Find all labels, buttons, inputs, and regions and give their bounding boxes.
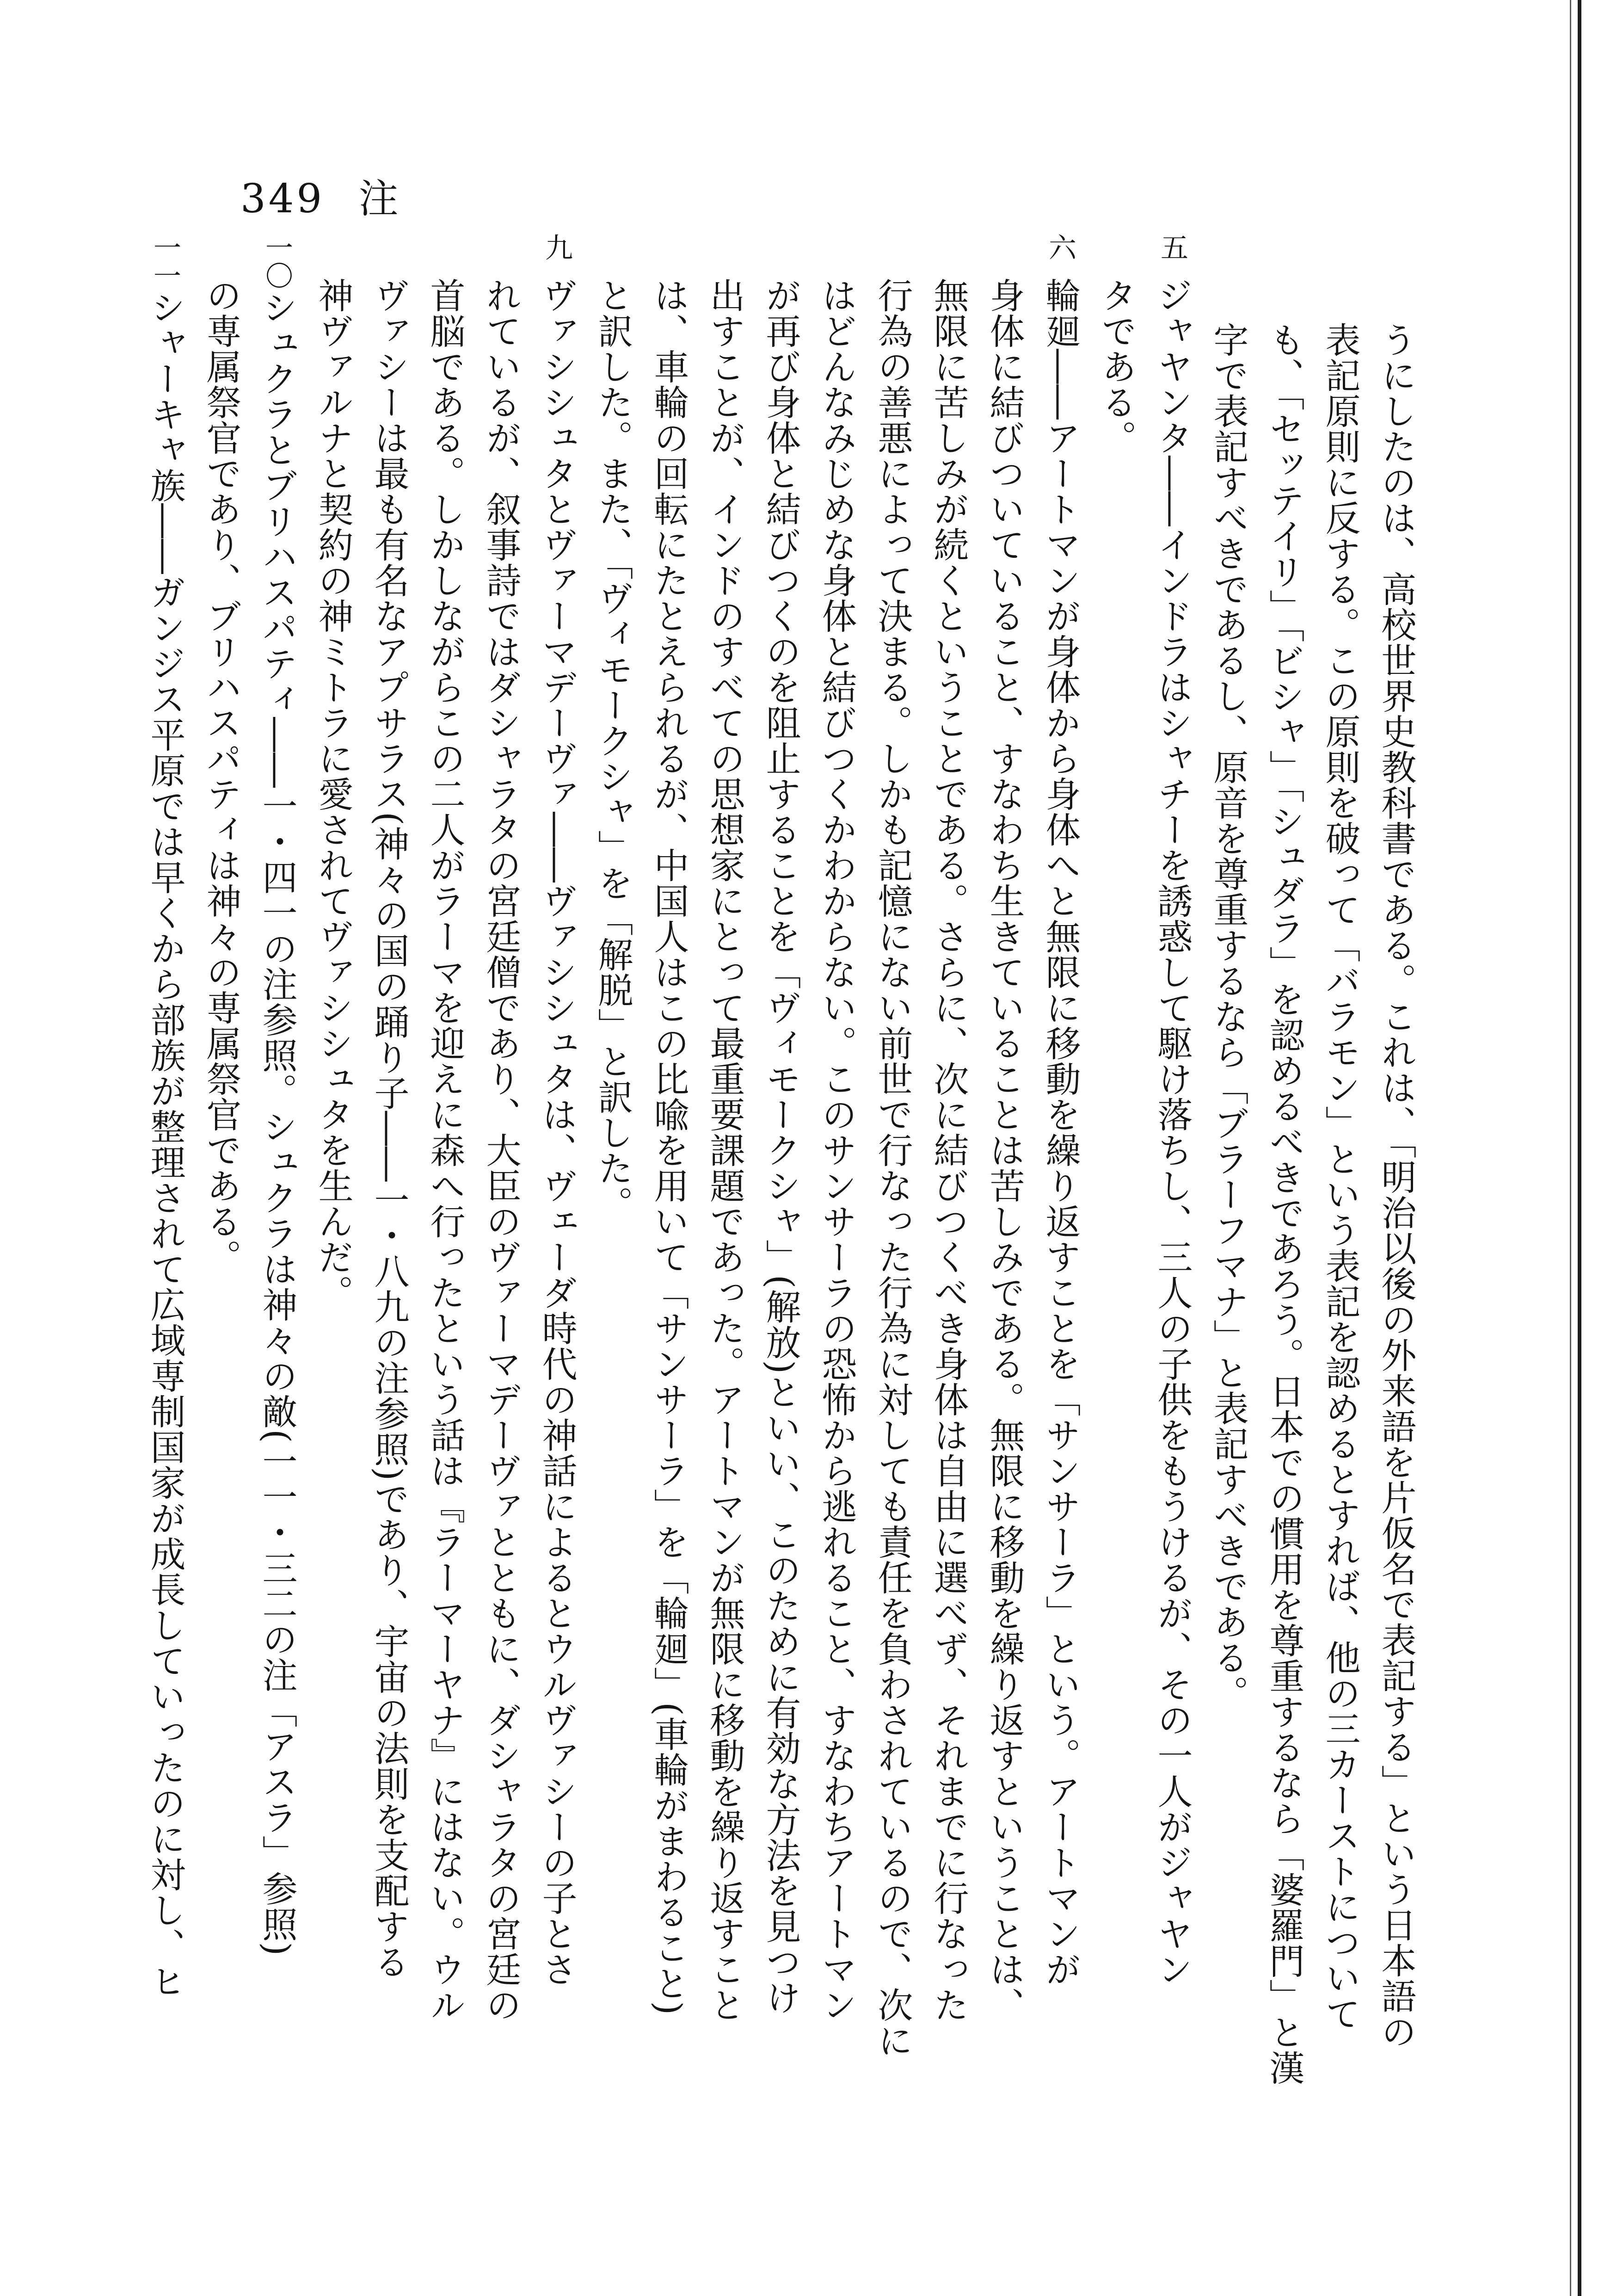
text-line: 身体に結びついていること、すなわち生きていることは苦しみである。無限に移動を繰り返すということは、 (984, 278, 1025, 2023)
text-line: うにしたのは、高校世界史教科書である。これは、「明治以後の外来語を片仮名で表記する」という日本語の (1376, 322, 1417, 2049)
text-segment: シュクラとブリハスパティ――一・四一の注参照。シュクラは神々の敵(一一・三二の注「アスラ」参照) (257, 290, 298, 1957)
note-item (137, 233, 193, 2211)
text-line: 首脳である。しかしながらこの二人がラーマを迎えに森へ行ったという話は『ラーマーヤナ』にはない。ウル (424, 278, 466, 2023)
text-line: 六輪廻――アートマンが身体から身体へと無限に移動を繰り返すことを「サンサーラ」という。アートマンが (1040, 233, 1081, 1987)
text-segment: シャーキャ族――ガンジス平原では早くから部族が整理されて広域専制国家が成長していったのに対し、ヒ (145, 290, 186, 1999)
text-line: 出すことが、インドのすべての思想家にとって最重要課題であった。アートマンが無限に移動を繰り返すこと (704, 278, 745, 2023)
text-line: の専属祭官であり、ブリハスパティは神々の専属祭官である。 (201, 278, 242, 1275)
text-line: 行為の善悪によって決まる。しかも記憶にない前世で行なった行為に対しても責任を負わされているので、次に (872, 278, 913, 2058)
text-line: 五ジャヤンタ――インドラはシャチーを誘惑して駆け落ちし、三人の子供をもうけるが、その一人がジャヤン (1152, 233, 1193, 1987)
text-line (137, 233, 193, 2211)
text-line: 字で表記すべきであるし、原音を尊重するなら「ブラーフマナ」と表記すべきである。 (1208, 322, 1249, 1711)
section-title: 注 (358, 176, 401, 222)
note-item (193, 233, 305, 2211)
notes-text (145, 233, 1424, 2211)
text-line: も、「セッテイリ」「ビシャ」「シュダラ」を認めるべきであろう。日本での慣用を尊重するなら「婆羅門」と漢 (1264, 322, 1305, 2086)
text-line: は、車輪の回転にたとえられるが、中国人はこの比喩を用いて「サンサーラ」を「輪廻」(車輪がまわること) (648, 278, 689, 2016)
text-segment: ジャヤンタ――インドラはシャチーを誘惑して駆け落ちし、三人の子供をもうけるが、その一人がジャヤン (1152, 278, 1193, 1987)
text-line: れているが、叙事詩ではダシャラタの宮廷僧であり、大臣のヴァーマデーヴァとともに、ダシャラタの宮廷の (480, 278, 522, 2023)
text-line: 無限に苦しみが続くということである。さらに、次に結びつくべき身体は自由に選べず、それまでに行なった (928, 278, 969, 2023)
note-continuation (1200, 278, 1424, 2211)
text-line: 九ヴァシシュタとヴァーマデーヴァ――ヴァシシュタは、ヴェーダ時代の神話によるとウルヴァシーの子とさ (536, 233, 578, 1987)
note-number: 一一 (149, 233, 181, 290)
note-number: 一〇 (261, 233, 293, 290)
binding-edge-shadow-line (1570, 0, 1571, 2296)
page-number: 349 (240, 176, 325, 222)
note-item (585, 233, 1088, 2211)
text-line: はどんなみじめな身体と結びつくかわからない。このサンサーラの恐怖から逃れること、すなわちアートマン (816, 278, 857, 2023)
note-item (305, 233, 585, 2211)
note-item (1088, 233, 1200, 2211)
text-segment: 輪廻――アートマンが身体から身体へと無限に移動を繰り返すことを「サンサーラ」という。アートマンが (1040, 278, 1081, 1987)
binding-edge-line (1578, 0, 1581, 2296)
text-line: タである。 (1096, 278, 1137, 456)
text-line: 神ヴァルナと契約の神ミトラに愛されてヴァシシュタを生んだ。 (313, 278, 354, 1310)
text-line: 表記原則に反する。この原則を破って「バラモン」という表記を認めるとすれば、他の三カーストについて (1320, 322, 1361, 2031)
text-segment: ヴァシシュタとヴァーマデーヴァ――ヴァシシュタは、ヴェーダ時代の神話によるとウルヴァシーの子とさ (536, 278, 578, 1987)
running-header (240, 167, 401, 224)
text-line: が再び身体と結びつくのを阻止することを「ヴィモークシャ」(解放)といい、このために有効な方法を見つけ (760, 278, 801, 2016)
text-line: と訳した。また、「ヴィモークシャ」を「解脱」と訳した。 (592, 278, 633, 1222)
text-line (249, 233, 305, 2211)
text-line: ヴァシーは最も有名なアプサラス(神々の国の踊り子――一・八九の注参照)であり、宇宙の法則を支配する (369, 278, 410, 1980)
